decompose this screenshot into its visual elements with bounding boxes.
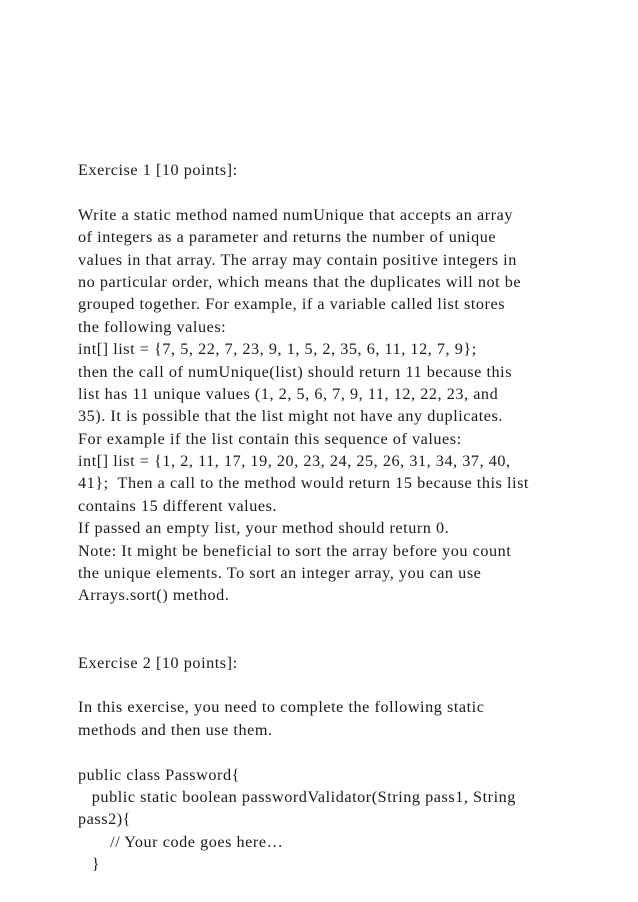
body-line: of integers as a parameter and returns the number of unique (78, 228, 497, 247)
exercise-2-intro (78, 696, 623, 741)
code-line: int[] list = {7, 5, 22, 7, 23, 9, 1, 5, 2, 35, 6, 11, 12, 7, 9}; (78, 340, 477, 359)
body-line: then the call of numUnique(list) should return 11 because this (78, 362, 513, 381)
spacer (78, 741, 623, 763)
document-page (78, 159, 623, 876)
body-line: Note: It might be beneficial to sort the array before you count (78, 541, 512, 560)
body-line: In this exercise, you need to complete the following static (78, 698, 485, 717)
spacer (78, 674, 623, 696)
body-line: contains 15 different values. (78, 496, 278, 515)
body-line: Write a static method named numUnique that accepts an array (78, 205, 513, 224)
body-line: 35). It is possible that the list might not have any duplicates. (78, 407, 503, 426)
code-line: } (78, 855, 101, 874)
body-line: list has 11 unique values (1, 2, 5, 6, 7, 9, 11, 12, 22, 23, and (78, 384, 499, 403)
body-line: values in that array. The array may contain positive integers in (78, 250, 517, 269)
body-line: Arrays.sort() method. (78, 586, 230, 605)
spacer (78, 607, 623, 652)
code-line: // Your code goes here… (78, 832, 284, 851)
body-line: methods and then use them. (78, 720, 273, 739)
code-line: public static boolean passwordValidator(String pass1, String (78, 787, 516, 806)
exercise-2-code (78, 764, 623, 876)
exercise-1-heading: Exercise 1 [10 points]: (78, 161, 238, 179)
body-line: grouped together. For example, if a variable called list stores (78, 295, 506, 314)
exercise-1-body (78, 204, 623, 607)
code-line: public class Password{ (78, 765, 240, 784)
code-line: int[] list = {1, 2, 11, 17, 19, 20, 23, 24, 25, 26, 31, 34, 37, 40, (78, 452, 511, 471)
code-line: pass2){ (78, 810, 131, 829)
body-line: the following values: (78, 317, 227, 336)
exercise-2-heading: Exercise 2 [10 points]: (78, 653, 238, 672)
body-line: the unique elements. To sort an integer array, you can use (78, 564, 482, 583)
body-line: For example if the list contain this sequence of values: (78, 429, 462, 448)
body-line: no particular order, which means that the duplicates will not be (78, 272, 522, 291)
spacer (78, 181, 623, 203)
body-line: 41}; Then a call to the method would return 15 because this list (78, 474, 529, 493)
body-line: If passed an empty list, your method should return 0. (78, 519, 450, 538)
